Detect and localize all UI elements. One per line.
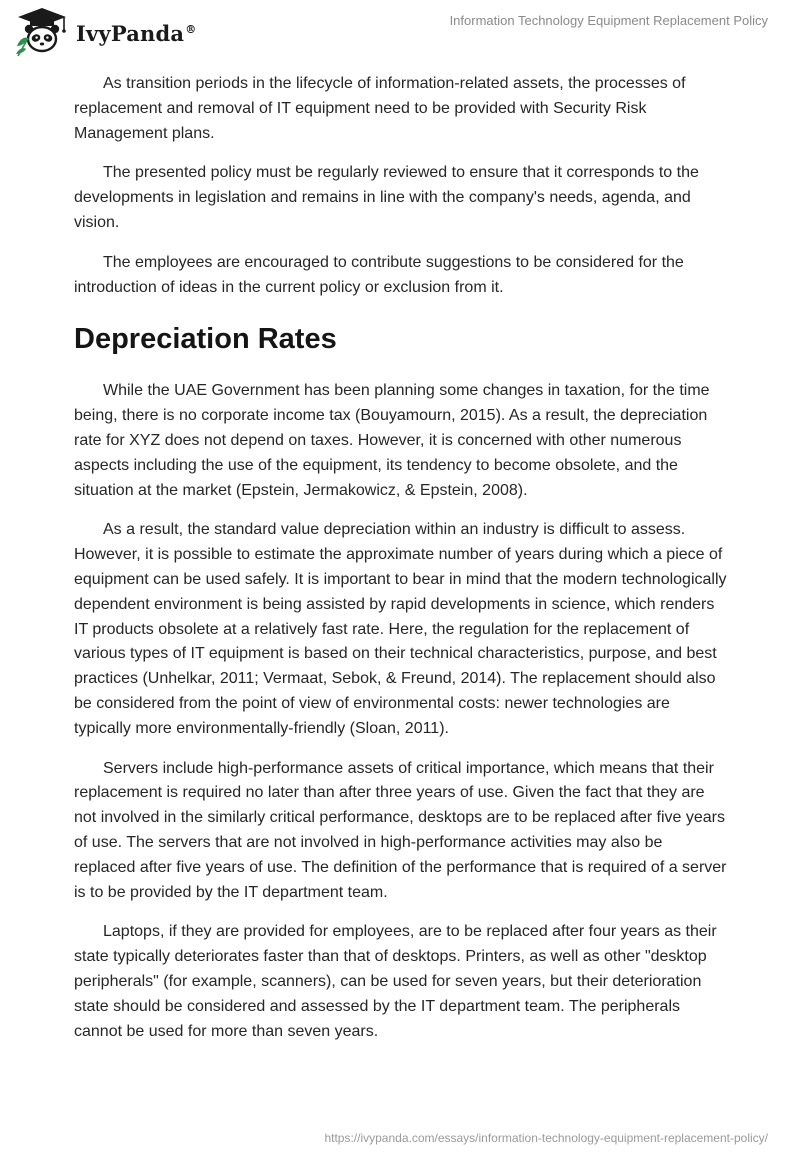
essay-content <box>74 72 728 1059</box>
brand-name: IvyPanda® <box>76 20 197 46</box>
panda-graduate-icon <box>14 6 70 58</box>
section-heading: Depreciation Rates <box>74 323 337 356</box>
paragraph-intro-1: As transition periods in the lifecycle of information-related assets, the processes of replacement and removal of IT equipment need to be provided with Security Risk Management plans. <box>74 75 686 142</box>
paragraph-depreciation-3: Servers include high-performance assets of critical importance, which means that their replacement is required no later than after three years of use. Given the fact that they are not involved in the similarly critical performance, desktops are to be replaced after five years of use. The servers that are not involved in high-performance activities may also be replaced after five years of use. The definition of the performance that is required of a server is to be provided by the IT department team. <box>74 759 727 901</box>
paragraph-depreciation-2: As a result, the standard value depreciation within an industry is difficult to assess. However, it is possible to estimate the approximate number of years during which a piece of equipment can be used safely. It is important to bear in mind that the modern technologically dependent environment is being assisted by rapid developments in science, which renders IT products obsolete at a relatively fast rate. Here, the regulation for the replacement of various types of IT equipment is based on their technical characteristics, purpose, and best practices (Unhelkar, 2011; Vermaat, Sebok, & Freund, 2014). The replacement should also be considered from the point of view of environmental costs: newer technologies are typically more environmentally-friendly (Sloan, 2011). <box>74 521 727 737</box>
paragraph-depreciation-1: While the UAE Government has been planning some changes in taxation, for the time being, there is no corporate income tax (Bouyamourn, 2015). As a result, the depreciation rate for XYZ does not depend on taxes. However, it is concerned with other numerous aspects including the use of the equipment, its tendency to become obsolete, and the situation at the market (Epstein, Jermakowicz, & Epstein, 2008). <box>74 382 710 499</box>
paragraph-intro-2: The presented policy must be regularly reviewed to ensure that it corresponds to the developments in legislation and remains in line with the company's needs, agenda, and vision. <box>74 164 699 231</box>
registered-mark: ® <box>185 22 197 36</box>
paragraph-intro-3: The employees are encouraged to contribute suggestions to be considered for the introduction of ideas in the current policy or exclusion from it. <box>74 253 684 296</box>
page-header <box>0 0 800 64</box>
paragraph-depreciation-4: Laptops, if they are provided for employees, are to be replaced after four years as their state typically deteriorates faster than that of desktops. Printers, as well as other "desktop peripherals" (for example, scanners), can be used for seven years, but their deterioration state should be considered and assessed by the IT department team. The peripherals cannot be used for more than seven years. <box>74 923 717 1040</box>
document-title: Information Technology Equipment Replacement Policy <box>449 13 768 28</box>
brand-logo[interactable] <box>14 6 196 58</box>
source-url[interactable]: https://ivypanda.com/essays/information-technology-equipment-replacement-policy/ <box>324 1131 768 1145</box>
